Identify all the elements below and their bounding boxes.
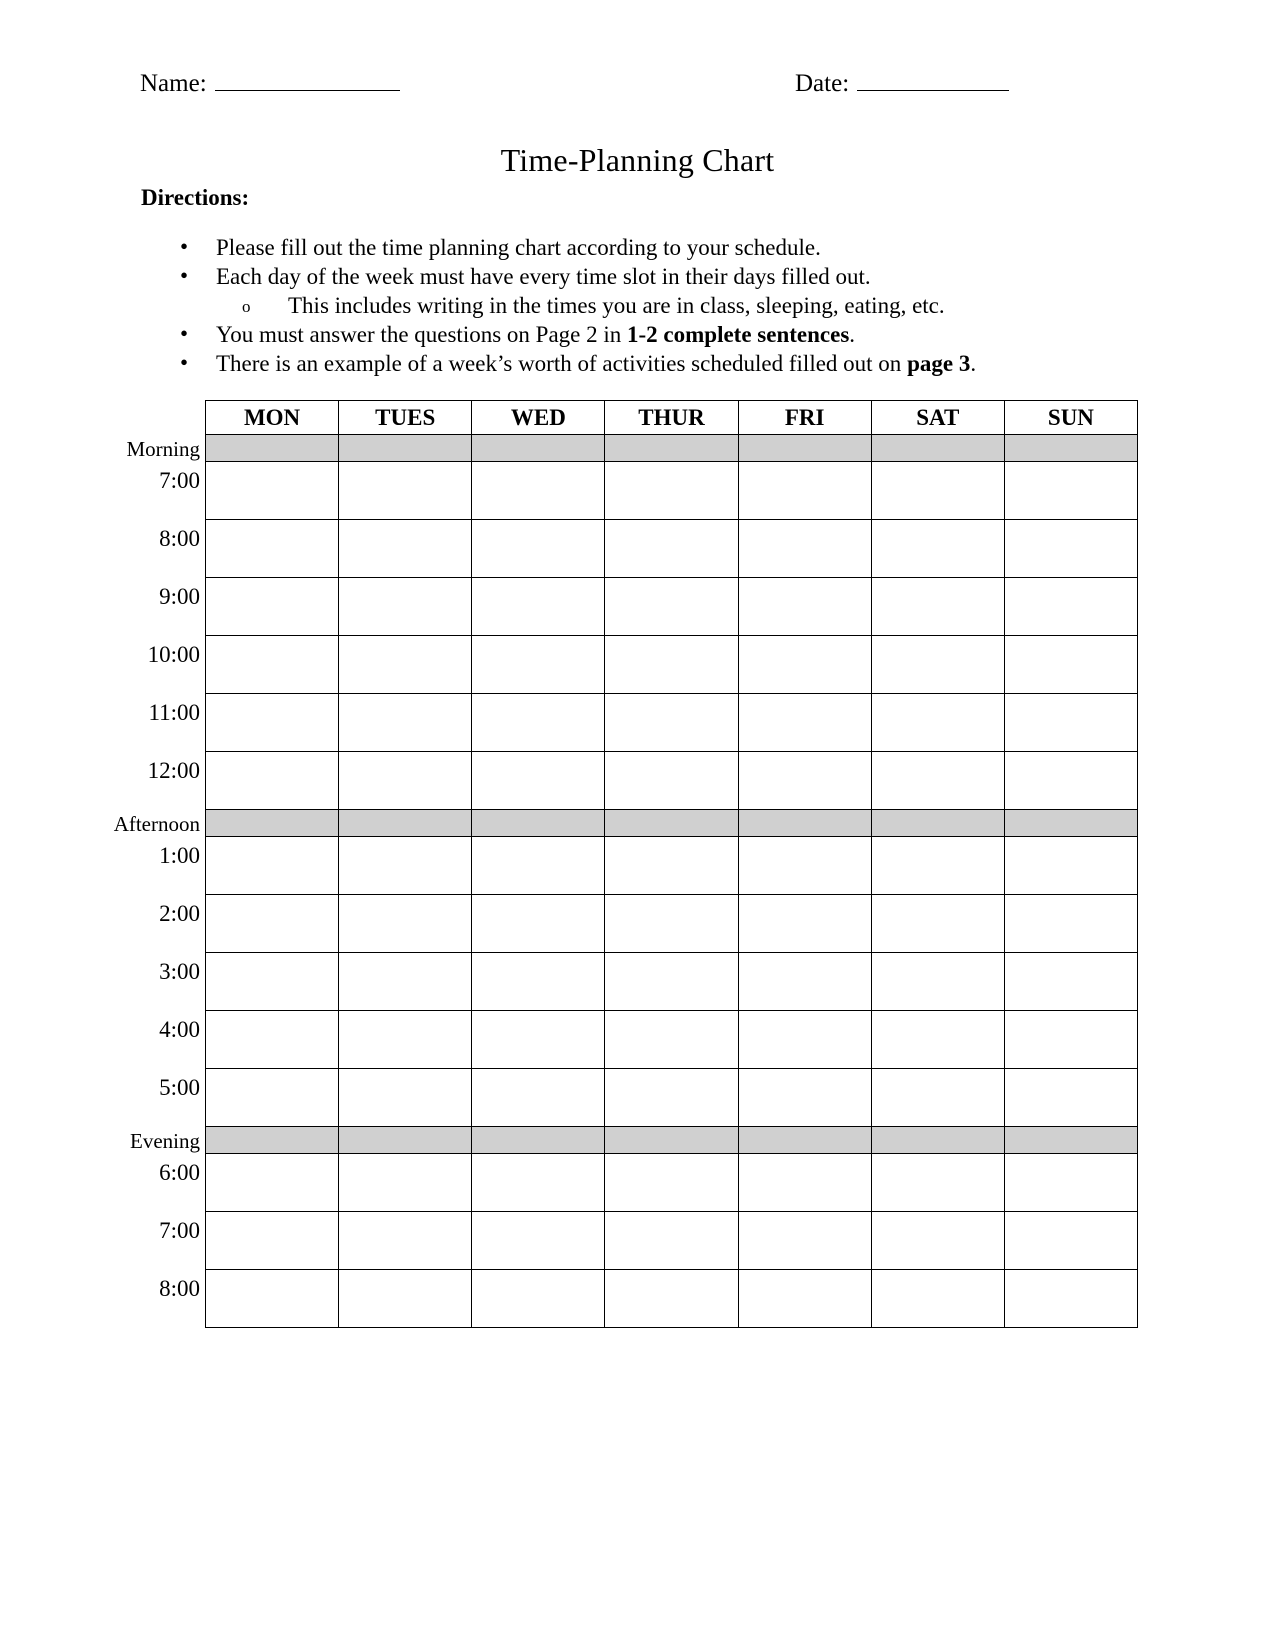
section-divider-cell [206, 435, 339, 462]
time-label: 8:00 [159, 1276, 200, 1301]
schedule-cell[interactable] [206, 1154, 339, 1212]
schedule-cell[interactable] [871, 636, 1004, 694]
schedule-cell[interactable] [738, 1069, 871, 1127]
section-divider-cell [738, 810, 871, 837]
schedule-cell[interactable] [472, 1011, 605, 1069]
schedule-cell[interactable] [472, 837, 605, 895]
schedule-cell[interactable] [206, 1212, 339, 1270]
section-divider-cell [206, 810, 339, 837]
time-slot-row [206, 1154, 1138, 1212]
section-divider-cell [339, 435, 472, 462]
schedule-cell[interactable] [871, 1069, 1004, 1127]
section-divider-cell [605, 810, 738, 837]
direction-emphasis: page 3 [907, 351, 971, 376]
name-label: Name: [140, 70, 207, 97]
time-label: 9:00 [159, 584, 200, 609]
direction-text: You must answer the questions on Page 2 in 1-2 complete sentences. [216, 322, 856, 347]
direction-item [176, 320, 1136, 349]
schedule-cell[interactable] [871, 895, 1004, 953]
time-slot-row [206, 636, 1138, 694]
sub-bullet-icon: o [242, 297, 251, 316]
time-slot-row [206, 1212, 1138, 1270]
schedule-cell[interactable] [339, 520, 472, 578]
column-header-sun: SUN [1004, 401, 1137, 435]
schedule-cell[interactable] [605, 578, 738, 636]
section-label: Afternoon [113, 812, 200, 836]
schedule-cell[interactable] [206, 578, 339, 636]
schedule-cell[interactable] [339, 1270, 472, 1328]
schedule-cell[interactable] [871, 462, 1004, 520]
schedule-cell[interactable] [206, 1270, 339, 1328]
schedule-cell[interactable] [472, 1212, 605, 1270]
bullet-icon: • [180, 350, 189, 375]
planner-head [206, 401, 1138, 435]
section-divider-cell [1004, 810, 1137, 837]
page-title: Time-Planning Chart [500, 142, 775, 178]
schedule-cell[interactable] [206, 520, 339, 578]
time-label: 7:00 [159, 468, 200, 493]
schedule-cell[interactable] [472, 578, 605, 636]
schedule-cell[interactable] [738, 520, 871, 578]
schedule-cell[interactable] [472, 1069, 605, 1127]
schedule-cell[interactable] [871, 837, 1004, 895]
schedule-cell[interactable] [339, 1212, 472, 1270]
schedule-cell[interactable] [339, 1154, 472, 1212]
directions-heading: Directions: [141, 185, 250, 210]
direction-text: Each day of the week must have every time slot in their days filled out. [216, 264, 871, 289]
schedule-cell[interactable] [605, 1154, 738, 1212]
section-divider-cell [871, 810, 1004, 837]
direction-text: This includes writing in the times you are in class, sleeping, eating, etc. [288, 293, 945, 318]
date-label: Date: [795, 70, 850, 97]
schedule-cell[interactable] [206, 953, 339, 1011]
schedule-cell[interactable] [738, 1212, 871, 1270]
column-header-fri: FRI [738, 401, 871, 435]
planner-header-row [206, 401, 1138, 435]
section-divider-cell [605, 435, 738, 462]
schedule-cell[interactable] [605, 837, 738, 895]
time-label: 4:00 [159, 1017, 200, 1042]
schedule-cell[interactable] [871, 1270, 1004, 1328]
schedule-cell[interactable] [472, 694, 605, 752]
schedule-cell[interactable] [1004, 895, 1137, 953]
direction-item [176, 262, 1136, 291]
time-slot-row [206, 953, 1138, 1011]
time-slot-row [206, 837, 1138, 895]
schedule-cell[interactable] [339, 895, 472, 953]
column-header-wed: WED [472, 401, 605, 435]
schedule-cell[interactable] [339, 837, 472, 895]
directions-list [176, 233, 1136, 378]
schedule-cell[interactable] [605, 953, 738, 1011]
bullet-icon: • [180, 263, 189, 288]
time-label: 12:00 [147, 758, 200, 783]
schedule-cell[interactable] [472, 636, 605, 694]
time-label: 3:00 [159, 959, 200, 984]
schedule-cell[interactable] [339, 953, 472, 1011]
section-label: Evening [130, 1129, 200, 1153]
schedule-cell[interactable] [605, 1011, 738, 1069]
schedule-cell[interactable] [871, 578, 1004, 636]
direction-item [176, 291, 1136, 320]
schedule-cell[interactable] [605, 694, 738, 752]
schedule-cell[interactable] [472, 1154, 605, 1212]
section-divider-cell [206, 1127, 339, 1154]
schedule-cell[interactable] [738, 752, 871, 810]
section-divider-cell [339, 810, 472, 837]
column-header-mon: MON [206, 401, 339, 435]
section-divider-cell [1004, 435, 1137, 462]
time-slot-row [206, 1011, 1138, 1069]
schedule-cell[interactable] [339, 578, 472, 636]
section-divider-cell [339, 1127, 472, 1154]
schedule-cell[interactable] [206, 837, 339, 895]
date-input[interactable] [857, 68, 1009, 91]
time-label: 11:00 [148, 700, 200, 725]
schedule-cell[interactable] [738, 1270, 871, 1328]
time-label: 10:00 [147, 642, 200, 667]
name-date-row [140, 68, 1140, 102]
schedule-cell[interactable] [605, 895, 738, 953]
schedule-cell[interactable] [339, 462, 472, 520]
schedule-cell[interactable] [206, 1011, 339, 1069]
section-divider-cell [605, 1127, 738, 1154]
schedule-cell[interactable] [871, 1212, 1004, 1270]
time-planning-chart [205, 400, 1138, 1328]
schedule-cell[interactable] [1004, 636, 1137, 694]
schedule-cell[interactable] [871, 752, 1004, 810]
time-slot-row [206, 1069, 1138, 1127]
bullet-icon: • [180, 321, 189, 346]
schedule-cell[interactable] [738, 462, 871, 520]
schedule-cell[interactable] [871, 1154, 1004, 1212]
schedule-cell[interactable] [738, 1154, 871, 1212]
schedule-cell[interactable] [339, 636, 472, 694]
schedule-cell[interactable] [1004, 520, 1137, 578]
schedule-cell[interactable] [738, 837, 871, 895]
schedule-cell[interactable] [339, 694, 472, 752]
section-divider-cell [738, 1127, 871, 1154]
direction-item [176, 233, 1136, 262]
schedule-cell[interactable] [605, 636, 738, 694]
section-label: Morning [126, 437, 200, 461]
schedule-cell[interactable] [472, 895, 605, 953]
time-slot-row [206, 1270, 1138, 1328]
schedule-cell[interactable] [472, 462, 605, 520]
section-divider-cell [1004, 1127, 1137, 1154]
section-divider-cell [871, 435, 1004, 462]
schedule-cell[interactable] [1004, 578, 1137, 636]
schedule-cell[interactable] [1004, 1011, 1137, 1069]
direction-emphasis: 1-2 complete sentences [627, 322, 850, 347]
schedule-cell[interactable] [605, 1069, 738, 1127]
schedule-cell[interactable] [206, 895, 339, 953]
time-slot-row [206, 578, 1138, 636]
schedule-cell[interactable] [472, 752, 605, 810]
schedule-cell[interactable] [605, 462, 738, 520]
schedule-cell[interactable] [206, 694, 339, 752]
schedule-cell[interactable] [339, 1069, 472, 1127]
schedule-cell[interactable] [339, 752, 472, 810]
section-divider-row [206, 1127, 1138, 1154]
column-header-thur: THUR [605, 401, 738, 435]
schedule-cell[interactable] [605, 752, 738, 810]
schedule-cell[interactable] [605, 1212, 738, 1270]
column-header-sat: SAT [871, 401, 1004, 435]
schedule-cell[interactable] [738, 1011, 871, 1069]
planner-body [206, 435, 1138, 1328]
column-header-tues: TUES [339, 401, 472, 435]
bullet-icon: • [180, 234, 189, 259]
schedule-cell[interactable] [605, 1270, 738, 1328]
schedule-cell[interactable] [472, 520, 605, 578]
schedule-cell[interactable] [738, 895, 871, 953]
planner-table [205, 400, 1138, 1328]
time-slot-row [206, 520, 1138, 578]
schedule-cell[interactable] [605, 520, 738, 578]
time-slot-row [206, 694, 1138, 752]
schedule-cell[interactable] [1004, 1212, 1137, 1270]
direction-item [176, 349, 1136, 378]
name-input[interactable] [215, 68, 400, 91]
time-label: 8:00 [159, 526, 200, 551]
section-divider-cell [472, 435, 605, 462]
schedule-cell[interactable] [472, 1270, 605, 1328]
time-label: 6:00 [159, 1160, 200, 1185]
section-divider-row [206, 810, 1138, 837]
name-field-group [140, 68, 400, 99]
direction-text: Please fill out the time planning chart according to your schedule. [216, 235, 821, 260]
schedule-cell[interactable] [871, 953, 1004, 1011]
schedule-cell[interactable] [472, 953, 605, 1011]
schedule-cell[interactable] [1004, 694, 1137, 752]
time-label: 2:00 [159, 901, 200, 926]
date-field-group [795, 68, 1009, 99]
time-slot-row [206, 752, 1138, 810]
schedule-cell[interactable] [1004, 837, 1137, 895]
section-divider-row [206, 435, 1138, 462]
schedule-cell[interactable] [738, 636, 871, 694]
schedule-cell[interactable] [738, 578, 871, 636]
schedule-cell[interactable] [206, 752, 339, 810]
section-divider-cell [472, 1127, 605, 1154]
schedule-cell[interactable] [1004, 752, 1137, 810]
schedule-cell[interactable] [738, 694, 871, 752]
section-divider-cell [871, 1127, 1004, 1154]
schedule-cell[interactable] [1004, 1069, 1137, 1127]
time-label: 7:00 [159, 1218, 200, 1243]
schedule-cell[interactable] [871, 1011, 1004, 1069]
schedule-cell[interactable] [206, 1069, 339, 1127]
schedule-cell[interactable] [1004, 1270, 1137, 1328]
schedule-cell[interactable] [1004, 1154, 1137, 1212]
schedule-cell[interactable] [206, 462, 339, 520]
time-label: 5:00 [159, 1075, 200, 1100]
schedule-cell[interactable] [339, 1011, 472, 1069]
section-divider-cell [472, 810, 605, 837]
time-slot-row [206, 895, 1138, 953]
schedule-cell[interactable] [738, 953, 871, 1011]
section-divider-cell [738, 435, 871, 462]
schedule-cell[interactable] [871, 694, 1004, 752]
time-slot-row [206, 462, 1138, 520]
time-label: 1:00 [159, 843, 200, 868]
schedule-cell[interactable] [1004, 462, 1137, 520]
direction-text: There is an example of a week’s worth of activities scheduled filled out on page 3. [216, 351, 977, 376]
schedule-cell[interactable] [1004, 953, 1137, 1011]
schedule-cell[interactable] [206, 636, 339, 694]
schedule-cell[interactable] [871, 520, 1004, 578]
